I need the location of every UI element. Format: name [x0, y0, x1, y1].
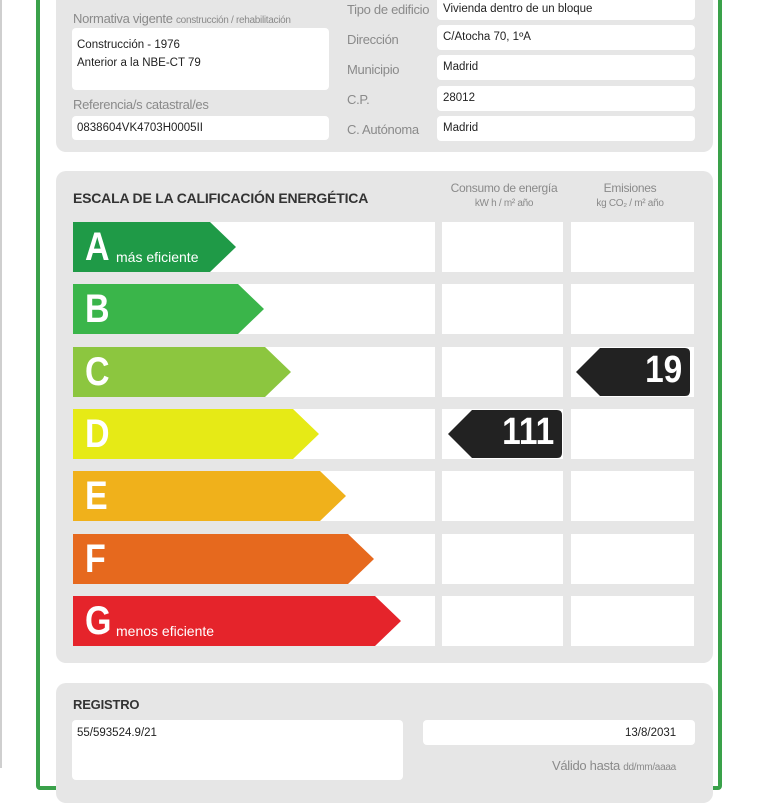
referencia-label: Referencia/s catastral/es	[73, 97, 209, 112]
class-letter: F	[85, 537, 106, 581]
consumo-cell	[442, 596, 563, 646]
valid-until-label: Válido hasta dd/mm/aaaa	[552, 758, 676, 773]
scale-title: ESCALA DE LA CALIFICACIÓN ENERGÉTICA	[73, 190, 369, 206]
class-bar-shape	[73, 534, 374, 584]
rating-value: 111	[501, 411, 554, 453]
page-edge	[0, 0, 2, 768]
emisiones-cell	[571, 284, 694, 334]
tipo-edificio-label: Tipo de edificio	[347, 2, 430, 17]
municipio-label: Municipio	[347, 62, 400, 77]
emisiones-cell	[571, 596, 694, 646]
consumo-cell	[442, 347, 563, 397]
consumo-cell	[442, 534, 563, 584]
emisiones-header	[566, 181, 694, 209]
emisiones-title: Emisiones	[603, 181, 657, 195]
consumo-cell	[442, 222, 563, 272]
registro-number: 55/593524.9/21	[77, 727, 157, 739]
consumo-rating-arrow	[448, 409, 562, 459]
emisiones-cell	[571, 222, 694, 272]
cp-value: 28012	[443, 92, 475, 104]
class-bar-c	[73, 347, 291, 397]
registro-date: 13/8/2031	[625, 727, 677, 739]
class-letter: A	[85, 225, 110, 269]
class-bar-g	[73, 596, 401, 646]
cp-box	[437, 86, 695, 111]
referencia-value: 0838604VK4703H0005II	[77, 122, 203, 134]
class-bar-b	[73, 284, 264, 334]
consumo-cell	[442, 471, 563, 521]
direccion-value: C/Atocha 70, 1ºA	[443, 31, 531, 43]
emisiones-cell	[571, 534, 694, 584]
normativa-label: Normativa vigente construcción / rehabilitación	[73, 11, 291, 26]
emisiones-unit: kg CO₂ / m² año	[596, 198, 664, 209]
cp-label: C.P.	[347, 92, 370, 107]
comunidad-value: Madrid	[443, 122, 479, 134]
class-bar-f	[73, 534, 374, 584]
class-letter: B	[85, 287, 110, 331]
class-bar-shape	[73, 409, 319, 459]
normativa-value-2: Anterior a la NBE-CT 79	[77, 57, 201, 69]
emisiones-rating-arrow	[576, 347, 690, 397]
rating-value: 19	[644, 349, 682, 391]
consumo-cell	[442, 284, 563, 334]
class-note: menos eficiente	[116, 623, 215, 639]
class-letter: E	[85, 474, 108, 518]
registro-title: REGISTRO	[73, 697, 140, 712]
class-letter: C	[85, 350, 110, 394]
class-bar-a	[73, 222, 236, 272]
class-letter: D	[85, 412, 110, 456]
class-letter: G	[85, 599, 112, 643]
class-bar-d	[73, 409, 319, 459]
emisiones-cell	[571, 471, 694, 521]
municipio-value: Madrid	[443, 61, 479, 73]
consumo-title: Consumo de energía	[450, 181, 558, 195]
tipo-edificio-value: Vivienda dentro de un bloque	[443, 3, 593, 15]
normativa-value-1: Construcción - 1976	[77, 39, 180, 51]
direccion-label: Dirección	[347, 32, 399, 47]
class-bar-shape	[73, 471, 346, 521]
class-bar-e	[73, 471, 346, 521]
consumo-header	[440, 181, 568, 209]
class-note: más eficiente	[116, 249, 199, 265]
emisiones-cell	[571, 409, 694, 459]
consumo-unit: kW h / m² año	[474, 198, 534, 209]
comunidad-label: C. Autónoma	[347, 122, 419, 137]
